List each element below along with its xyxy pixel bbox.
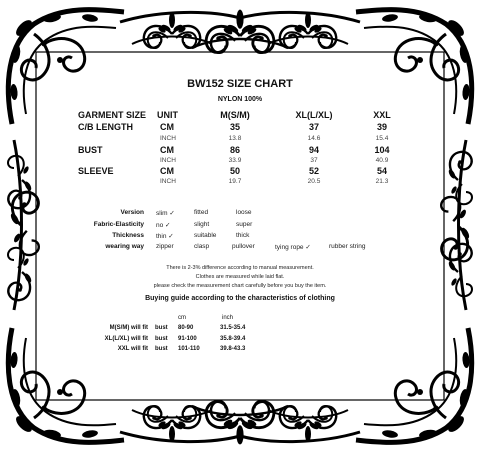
char-option: fitted — [194, 209, 209, 216]
unit-cm: CM — [160, 122, 174, 132]
value-cm: 104 — [374, 145, 390, 155]
value-cm: 86 — [229, 145, 240, 155]
note-line: There is 2-3% difference according to manual measurement. — [166, 265, 314, 271]
guide-row-inch: 35.8-39.4 — [220, 336, 246, 342]
unit-cm: CM — [160, 166, 174, 176]
header-size-xxl: XXL — [373, 110, 391, 120]
char-option: loose — [236, 209, 252, 216]
char-option: pullover — [232, 243, 255, 250]
char-option: thin ✓ — [156, 233, 174, 240]
row-label-bust: BUST — [78, 145, 103, 155]
value-cm: 39 — [376, 122, 387, 132]
value-cm: 54 — [376, 166, 387, 176]
guide-row-label: XXL will fit — [117, 346, 148, 352]
guide-row-inch: 39.8-43.3 — [220, 346, 246, 352]
char-option: rubber string — [329, 243, 366, 250]
value-inch: 37 — [310, 157, 318, 164]
unit-inch: INCH — [160, 157, 176, 164]
guide-row-label: M(S/M) will fit — [109, 325, 148, 331]
char-label-version: Version — [120, 209, 144, 216]
guide-row-part: bust — [155, 325, 168, 331]
char-option: no ✓ — [156, 222, 171, 229]
guide-row-part: bust — [155, 346, 168, 352]
value-inch: 19.7 — [228, 178, 242, 185]
guide-row-cm: 80-90 — [178, 325, 194, 331]
char-option: zipper — [156, 243, 174, 250]
value-inch: 13.8 — [228, 135, 242, 142]
row-label-length: C/B LENGTH — [78, 122, 133, 132]
guide-title: Buying guide according to the characteristics of clothing — [145, 295, 335, 302]
char-option: super — [236, 221, 253, 228]
char-option: suitable — [194, 232, 217, 239]
header-size-xl: XL(L/XL) — [295, 110, 333, 120]
header-size-m: M(S/M) — [220, 110, 250, 120]
value-inch: 40.9 — [375, 157, 389, 164]
header-garment-size: GARMENT SIZE — [78, 110, 147, 120]
char-label-elasticity: Fabric-Elasticity — [93, 221, 144, 228]
material-label: NYLON 100% — [217, 96, 263, 103]
guide-col-inch: inch — [222, 315, 234, 321]
header-unit: UNIT — [157, 110, 178, 120]
value-cm: 50 — [229, 166, 240, 176]
char-option: slight — [194, 221, 210, 228]
char-option: thick — [236, 232, 250, 239]
value-inch: 33.9 — [228, 157, 242, 164]
value-cm: 52 — [308, 166, 319, 176]
char-option: slim ✓ — [156, 210, 175, 217]
value-cm: 37 — [308, 122, 319, 132]
note-line: please check the measurement chart carefully before you buy the item. — [153, 283, 327, 289]
row-label-sleeve: SLEEVE — [78, 166, 114, 176]
guide-row-label: XL(L/XL) will fit — [104, 336, 148, 342]
value-cm: 35 — [229, 122, 240, 132]
char-option: clasp — [194, 243, 210, 250]
char-label-wearing-way: wearing way — [105, 243, 144, 250]
unit-inch: INCH — [160, 178, 176, 185]
char-label-thickness: Thickness — [112, 232, 144, 239]
guide-row-cm: 91-100 — [178, 336, 197, 342]
value-cm: 94 — [308, 145, 319, 155]
guide-col-cm: cm — [178, 315, 186, 321]
char-option: tying rope ✓ — [275, 244, 311, 251]
guide-row-part: bust — [155, 336, 168, 342]
value-inch: 14.6 — [307, 135, 321, 142]
value-inch: 21.3 — [375, 178, 389, 185]
chart-title: BW152 SIZE CHART — [187, 78, 293, 90]
value-inch: 15.4 — [375, 135, 389, 142]
unit-cm: CM — [160, 145, 174, 155]
note-line: Clothes are measured while laid flat. — [195, 274, 285, 280]
unit-inch: INCH — [160, 135, 176, 142]
guide-row-cm: 101-110 — [178, 346, 200, 352]
guide-row-inch: 31.5-35.4 — [220, 325, 246, 331]
value-inch: 20.5 — [307, 178, 321, 185]
